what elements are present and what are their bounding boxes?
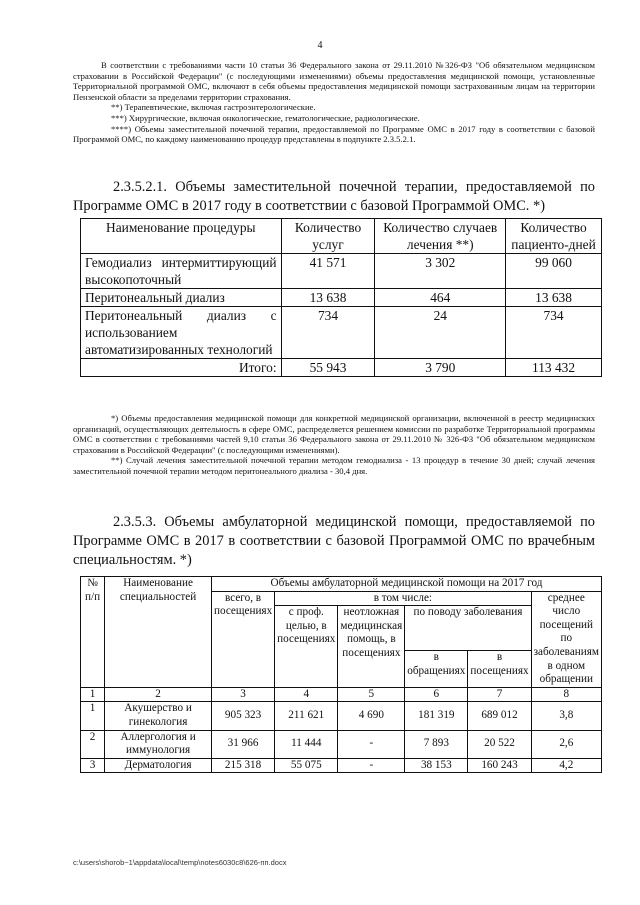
cell-urgent: - [338,758,405,773]
col-number: 3 [211,687,274,702]
footnote-3: ***) Хирургические, включая онкологические, гематологические, радиологические. [111,112,420,123]
col-number: 4 [275,687,338,702]
cell-visits: 689 012 [468,702,531,730]
cell-appeals: 38 153 [405,758,468,773]
cell-appeals: 181 319 [405,702,468,730]
cell-urgent: - [338,730,405,758]
table-row [81,758,602,773]
footnote-2: **) Терапевтические, включая гастроэнтерологические. [111,102,316,113]
table-header-row [81,577,602,592]
col-number: 6 [405,687,468,702]
header-average: среднее число посещений по заболеваниям в одном обращении [531,591,601,687]
header-visits: в посещениях [468,651,531,688]
cell-patient-days: 13 638 [506,289,602,307]
col-number: 8 [531,687,601,702]
cell-services: 13 638 [281,289,375,307]
cell-average: 3,8 [531,702,601,730]
cell-specialty: Дерматология [105,758,212,773]
section-heading-2-3-5-2-1: 2.3.5.2.1. Объемы заместительной почечной терапии, предоставляемой по Программе ОМС в 2017 году в соответствии с базовой Программой ОМС. *) [73,179,595,214]
cell-average: 4,2 [531,758,601,773]
file-path-footer: c:\users\shorob~1\appdata\local\temp\notes6030c8\626-пп.docx [73,858,287,867]
cell-patient-days: 734 [506,307,602,359]
cell-visits: 20 522 [468,730,531,758]
cell-total-cases: 3 790 [375,359,506,377]
cell-number: 3 [81,758,105,773]
cell-specialty: Акушерство и гинекология [105,702,212,730]
cell-total: 215 318 [211,758,274,773]
table-total-row [81,359,602,377]
column-numbers-row [81,687,602,702]
cell-procedure: Перитонеальный диализ с использованием автоматизированных технологий [81,307,282,359]
note-1: *) Объемы предоставления медицинской помощи для конкретной медицинской организации, включенной в реестр медицинских организаций, осуществляющих деятельность в сфере ОМС, распределяется решением комиссии по разработке Территориальной программы ОМС в соответствии с требованиями частей 9,10 статьи 36 Федерального закона от 29.11.2010 № 326-ФЗ "Об обязательном медицинском страховании в Российской Федерации" (с последующими изменениями). [73,413,595,455]
header-cases: Количество случаев лечения **) [375,219,506,254]
cell-total-services: 55 943 [281,359,375,377]
table-row [81,254,602,289]
cell-specialty: Аллергология и иммунология [105,730,212,758]
cell-services: 734 [281,307,375,359]
page-number: 4 [317,40,323,51]
outpatient-table [80,576,602,773]
table-row [81,702,602,730]
footnote-4: ****) Объемы заместительной почечной терапии, предоставляемой по Программе ОМС в 2017 году в соответствии с базовой Программой ОМС, по каждому наименованию процедур представлены в подпункте 2.3.5.2.1. [73,123,595,145]
dialysis-table [80,218,602,377]
header-urgent: неотложная медицинская помощь, в посещениях [338,606,405,688]
section-heading-2-3-5-3: 2.3.5.3. Объемы амбулаторной медицинской помощи, предоставляемой по Программе ОМС в 2017 в соответствии с базовой Программой ОМС по врачебным специальностям. *) [73,514,595,568]
cell-total: 905 323 [211,702,274,730]
cell-urgent: 4 690 [338,702,405,730]
header-disease: по поводу заболевания [405,606,531,651]
table-row [81,289,602,307]
header-patient-days: Количество пациенто-дней [506,219,602,254]
cell-preventive: 211 621 [275,702,338,730]
header-services: Количество услуг [281,219,375,254]
table-notes [73,413,595,477]
col-number: 2 [105,687,212,702]
cell-number: 2 [81,730,105,758]
header-procedure: Наименование процедуры [81,219,282,254]
cell-appeals: 7 893 [405,730,468,758]
cell-cases: 24 [375,307,506,359]
header-group: Объемы амбулаторной медицинской помощи на 2017 год [211,577,601,592]
header-specialty: Наименование специальностей [105,577,212,688]
header-including: в том числе: [275,591,531,606]
cell-total-label: Итого: [81,359,282,377]
table-row [81,307,602,359]
table-row [81,730,602,758]
header-appeals: в обращениях [405,651,468,688]
cell-total: 31 966 [211,730,274,758]
cell-preventive: 11 444 [275,730,338,758]
cell-average: 2,6 [531,730,601,758]
note-2: **) Случай лечения заместительной почечной терапии методом гемодиализа - 13 процедур в течение 30 дней; случай лечения заместительной почечной терапии методом перитонеального диализа - 30,4 дня. [73,455,595,476]
cell-cases: 464 [375,289,506,307]
col-number: 5 [338,687,405,702]
cell-procedure: Гемодиализ интермиттирующий высокопоточный [81,254,282,289]
header-total: всего, в посещениях [211,591,274,687]
cell-cases: 3 302 [375,254,506,289]
col-number: 1 [81,687,105,702]
table-header-row [81,219,602,254]
header-preventive: с проф. целью, в посещениях [275,606,338,688]
cell-total-patient-days: 113 432 [506,359,602,377]
col-number: 7 [468,687,531,702]
cell-patient-days: 99 060 [506,254,602,289]
header-number: № п/п [81,577,105,688]
intro-paragraph: В соответствии с требованиями части 10 статьи 36 Федерального закона от 29.11.2010 №326-ФЗ "Об обязательном медицинском страховании в Российской Федерации" (с последующими изменениями) объемы предоставления медицинской помощи, установленные Территориальной программой ОМС, включают в себя объемы предоставления медицинской помощи застрахованным лицам на территории Пензенской области за пределами территории страхования. [73,60,595,102]
cell-procedure: Перитонеальный диализ [81,289,282,307]
cell-services: 41 571 [281,254,375,289]
cell-visits: 160 243 [468,758,531,773]
intro-block [73,60,595,145]
cell-preventive: 55 075 [275,758,338,773]
cell-number: 1 [81,702,105,730]
